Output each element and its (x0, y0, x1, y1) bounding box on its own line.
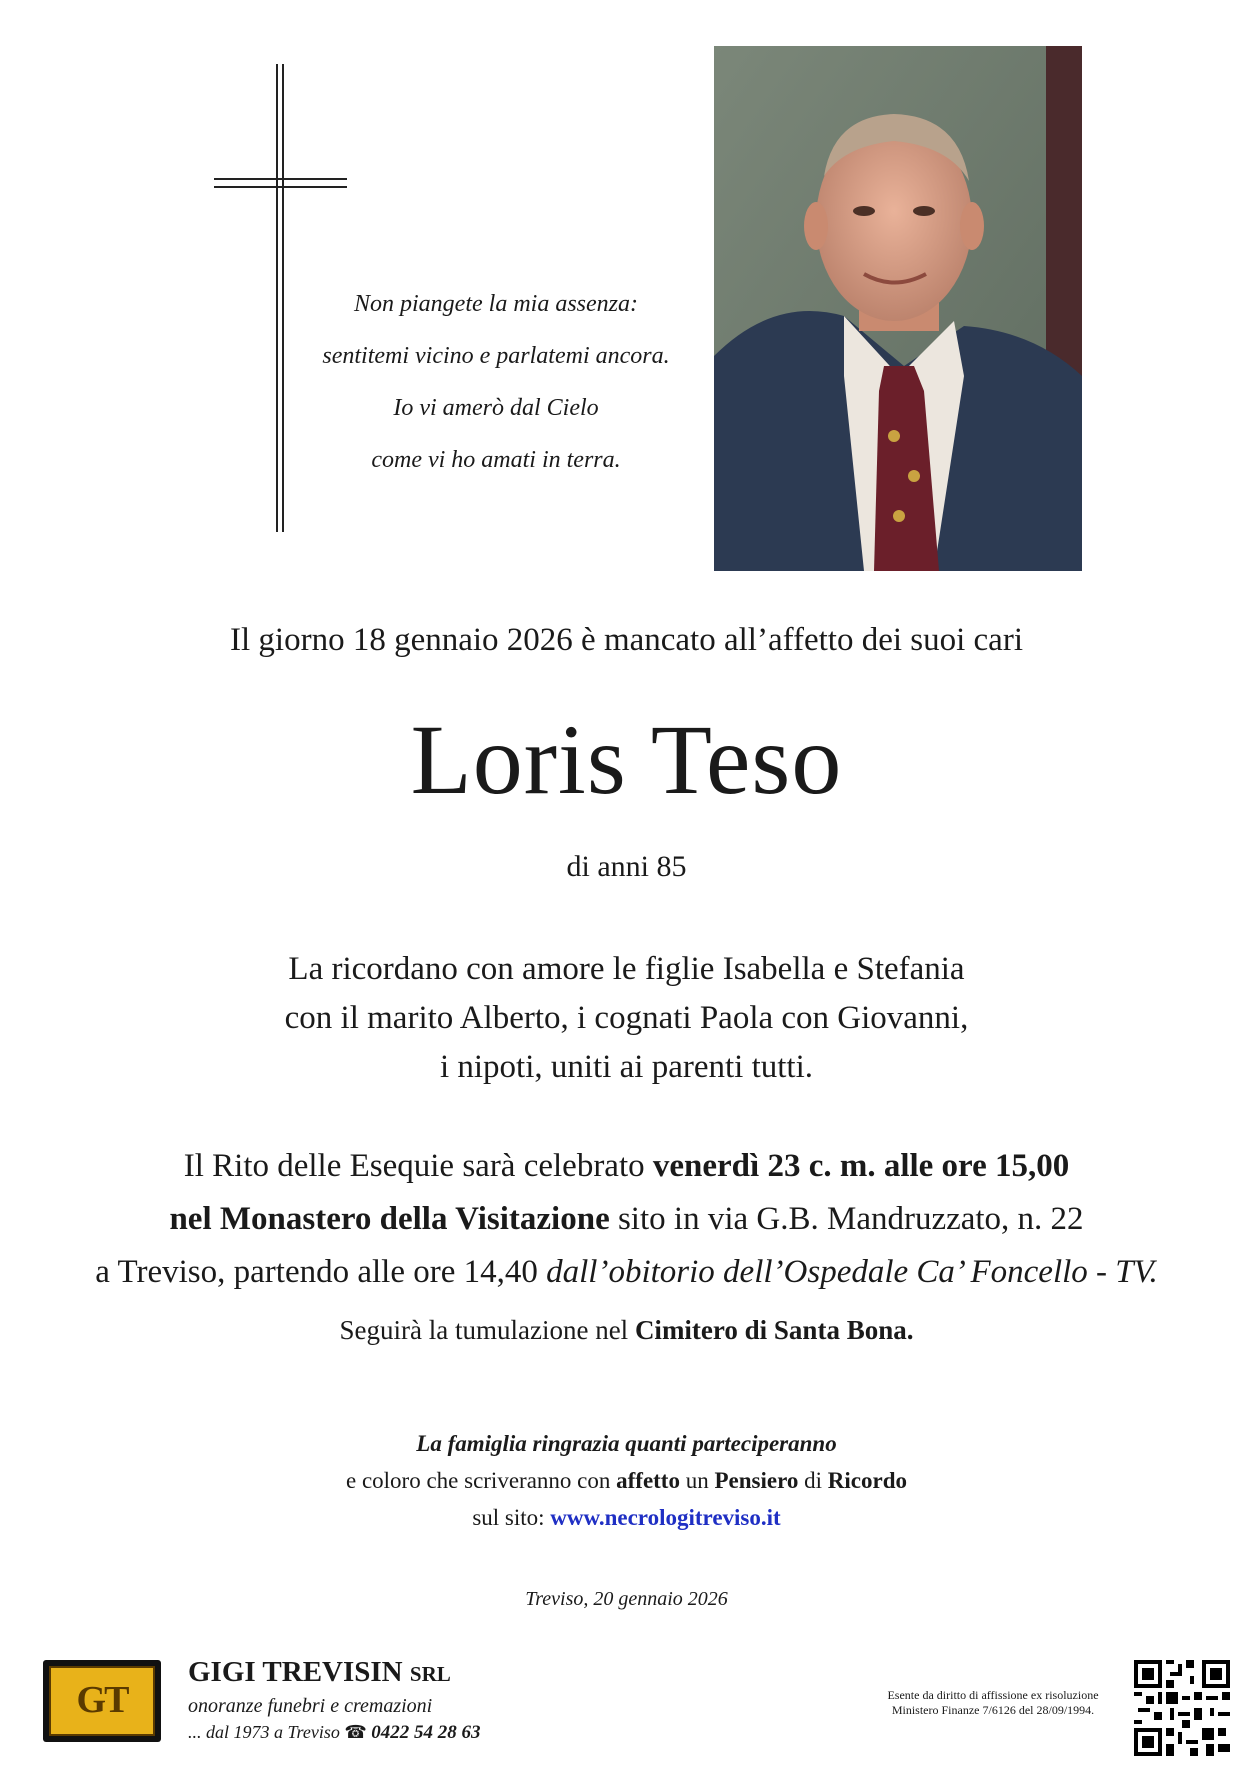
company-name: GIGI TREVISIN SRL (188, 1656, 451, 1688)
rite-line (0, 1246, 1253, 1299)
family-line: i nipoti, uniti ai parenti tutti. (439, 1049, 814, 1085)
company-contact: ... dal 1973 a Treviso ☎ 0422 54 28 63 (188, 1722, 481, 1743)
rite-line (0, 1193, 1253, 1246)
burial-line (0, 1315, 1253, 1346)
rite-departure-place: dall’obitorio dell’Ospedale Ca’ Foncello - TV. (546, 1254, 1158, 1290)
thanks-line: La famiglia ringrazia quanti parteciperanno (416, 1431, 837, 1456)
cemetery-name: Cimitero di Santa Bona. (634, 1315, 914, 1345)
poem-line: sentitemi vicino e parlatemi ancora. (322, 343, 670, 369)
announcement-intro: Il giorno 18 gennaio 2026 è mancato all’affetto dei suoi cari (230, 622, 1023, 658)
phone-number[interactable]: 0422 54 28 63 (371, 1722, 481, 1743)
rite-departure: a Treviso, partendo alle ore 14,40 (95, 1254, 547, 1290)
burial-text: Seguirà la tumulazione nel (339, 1315, 635, 1345)
funeral-rite-paragraph (0, 1140, 1253, 1299)
thanks-paragraph (0, 1425, 1253, 1536)
family-line: La ricordano con amore le figlie Isabella e Stefania (288, 951, 965, 987)
company-logo: GT (43, 1660, 161, 1742)
poem (296, 278, 696, 486)
rite-line (0, 1140, 1253, 1193)
deceased-age: di anni 85 (566, 850, 687, 883)
poem-line: Io vi amerò dal Cielo (393, 395, 599, 421)
website-link[interactable]: www.necrologitreviso.it (550, 1505, 781, 1530)
rite-text: Il Rito delle Esequie sarà celebrato (183, 1148, 653, 1184)
family-line: con il marito Alberto, i cognati Paola con Giovanni, (284, 1000, 969, 1036)
rite-datetime: venerdì 23 c. m. alle ore 15,00 (652, 1148, 1070, 1184)
phone-icon: ☎ (344, 1722, 367, 1742)
thanks-line: e coloro che scriveranno con affetto un Pensiero di Ricordo (345, 1468, 907, 1493)
qr-code-icon[interactable] (1134, 1660, 1230, 1756)
rite-address: sito in via G.B. Mandruzzato, n. 22 (609, 1201, 1084, 1237)
family-paragraph (0, 945, 1253, 1092)
deceased-name: Loris Teso (410, 704, 843, 815)
portrait-photo (714, 46, 1082, 571)
poem-line: Non piangete la mia assenza: (354, 291, 638, 317)
tax-exempt-note: Esente da diritto di affissione ex risoluzione Ministero Finanze 7/6126 del 28/09/1994. (887, 1688, 1099, 1717)
company-subtitle: onoranze funebri e cremazioni (188, 1695, 433, 1717)
rite-place: nel Monastero della Visitazione (169, 1201, 610, 1237)
thanks-line: sul sito: www.necrologitreviso.it (472, 1505, 781, 1530)
poem-line: come vi ho amati in terra. (371, 447, 621, 473)
dateline: Treviso, 20 gennaio 2026 (525, 1588, 728, 1610)
